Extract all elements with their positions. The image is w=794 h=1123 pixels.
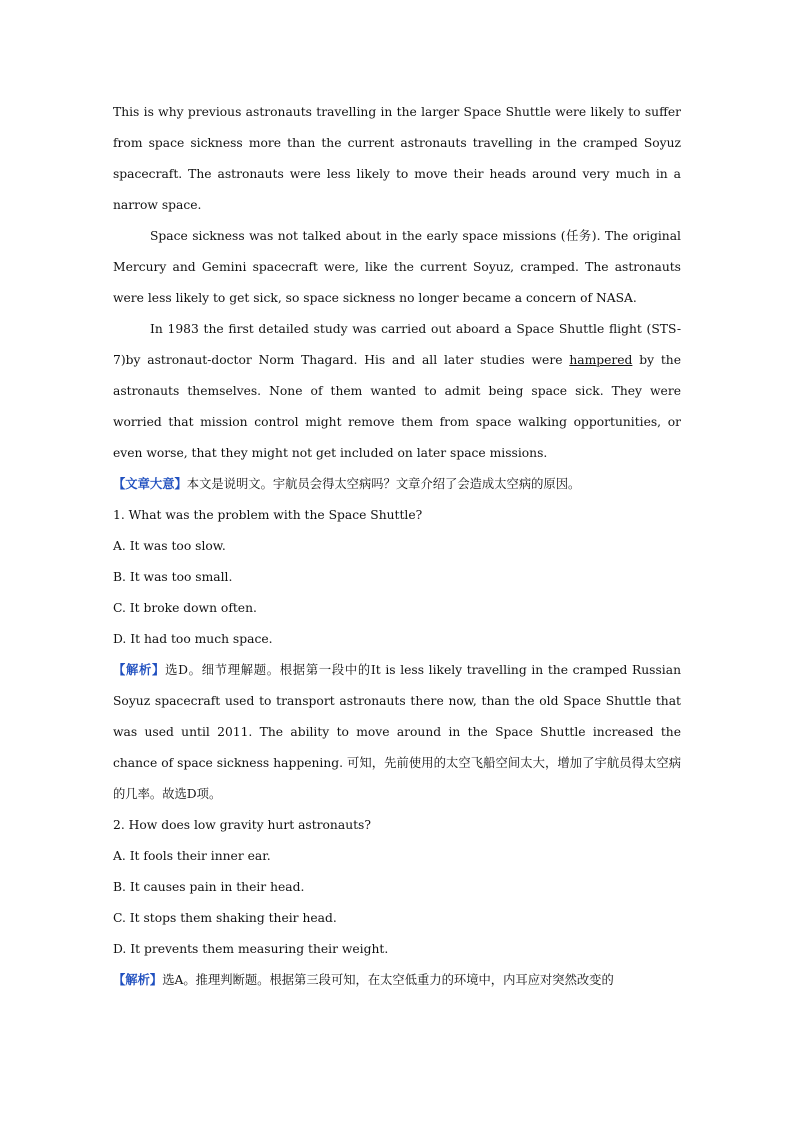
question-1-option-b: B. It was too small.	[113, 570, 233, 584]
question-2-analysis	[113, 965, 681, 996]
passage-paragraph-1: This is why previous astronauts travelling in the larger Space Shuttle were likely to suffer from space sickness more than the current astronauts travelling in the cramped Soyuz spacecraft. The astronauts were less likely to move their heads around very much in a narrow space.	[113, 105, 681, 212]
question-2-option-c: C. It stops them shaking their head.	[113, 911, 337, 925]
passage-paragraph-3-end: by the astronauts themselves. None of them wanted to admit being space sick. They were worried that mission control might remove them from space walking opportunities, or even worse, that they might not get included on later space missions.	[113, 353, 681, 460]
passage-paragraph-3	[113, 314, 681, 469]
analysis-tag: 【解析】	[113, 663, 166, 677]
question-2-stem: 2. How does low gravity hurt astronauts?	[113, 818, 371, 832]
question-1-stem: 1. What was the problem with the Space Shuttle?	[113, 508, 423, 522]
analysis-tag: 【解析】	[113, 973, 163, 987]
question-2-option-a: A. It fools their inner ear.	[113, 849, 271, 863]
summary-text: 本文是说明文。宇航员会得太空病吗？文章介绍了会造成太空病的原因。	[186, 477, 581, 491]
question-2-option-d: D. It prevents them measuring their weight.	[113, 942, 389, 956]
analysis-text: 选A。推理判断题。根据第三段可知，在太空低重力的环境中，内耳应对突然改变的	[162, 973, 614, 987]
summary	[113, 469, 681, 500]
summary-tag: 【文章大意】	[113, 477, 187, 491]
underlined-word: hampered	[569, 353, 633, 367]
question-1-option-d: D. It had too much space.	[113, 632, 273, 646]
question-1-option-c: C. It broke down often.	[113, 601, 257, 615]
question-1-analysis	[113, 655, 681, 810]
passage-paragraph-3-start: In 1983 the first detailed study was carried out aboard a Space Shuttle flight (STS-7)by astronaut-doctor Norm Thagard. His and all later studies were	[113, 322, 681, 367]
analysis-text: 选D。细节理解题。根据第一段中的It is less likely travelling in the cramped Russian Soyuz spacecraft used to transport astronauts there now, than the old Space Shuttle that was used until 2011. The ability to move around in the Space Shuttle increased the chance of space sickness happening. 可知，先前使用的太空飞船空间太大，增加了宇航员得太空病的几率。故选D项。	[113, 663, 681, 801]
question-2-option-b: B. It causes pain in their head.	[113, 880, 305, 894]
question-1-option-a: A. It was too slow.	[113, 539, 226, 553]
passage-paragraph-2: Space sickness was not talked about in the early space missions (任务). The original Mercury and Gemini spacecraft were, like the current Soyuz, cramped. The astronauts were less likely to get sick, so space sickness no longer became a concern of NASA.	[113, 229, 681, 305]
document-body	[113, 97, 681, 996]
